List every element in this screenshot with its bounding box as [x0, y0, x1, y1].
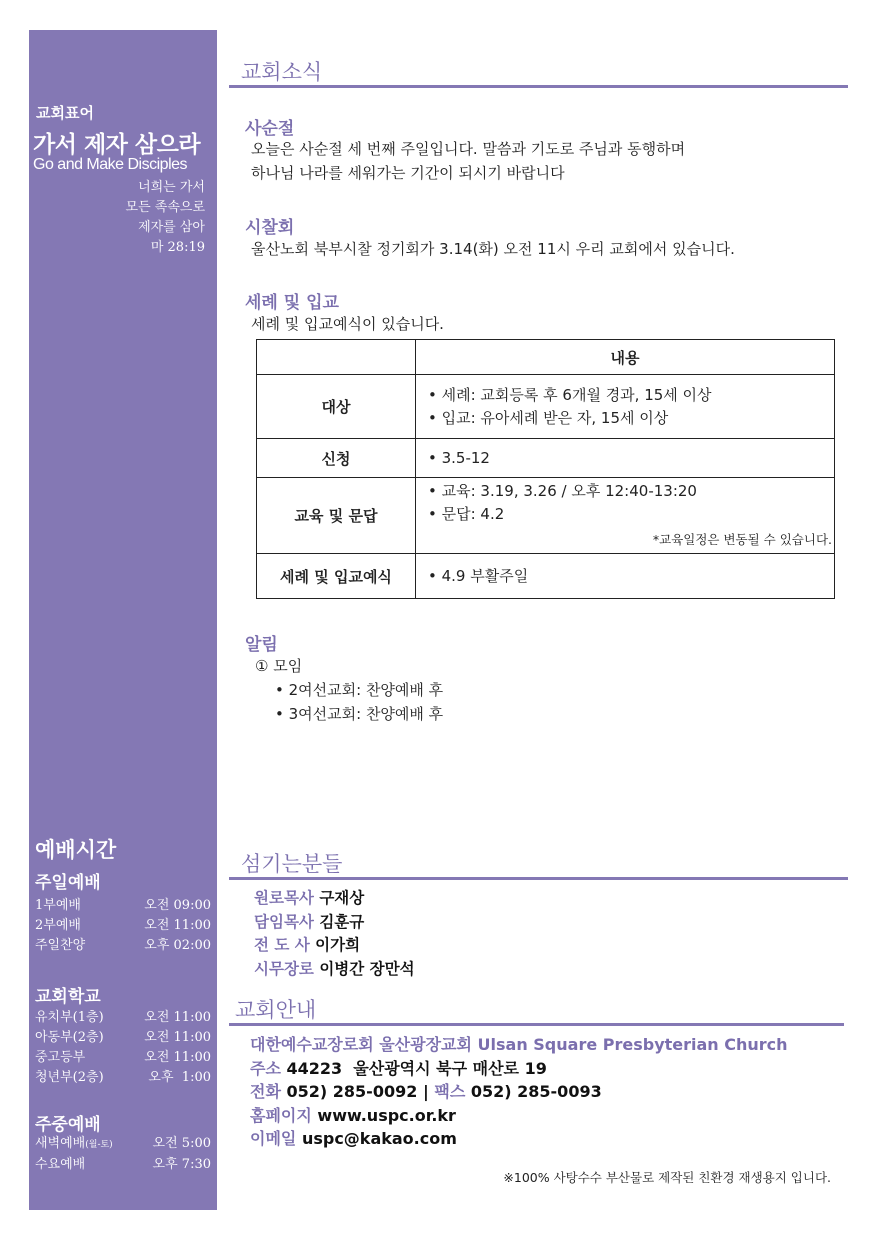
staff-role: 원로목사 [254, 889, 314, 907]
email-row [250, 1127, 788, 1151]
staff-role: 시무장로 [254, 959, 314, 978]
notice-title: 알림 [245, 635, 278, 655]
sunday-worship-title: 주일예배 [35, 873, 101, 893]
sunday-worship-list [35, 896, 211, 956]
section-divider [229, 85, 848, 88]
row-content [416, 554, 835, 599]
service-time: 오전 09:00 [144, 898, 211, 913]
church-school-list [35, 1008, 211, 1088]
service-time: 오전 11:00 [144, 918, 211, 933]
verse-line: 모든 족속으로 [125, 200, 205, 215]
staff-list [254, 887, 415, 981]
fax-value: 052) 285-0093 [470, 1082, 602, 1101]
schedule-row [35, 1048, 211, 1068]
service-time: 오후 1:00 [148, 1070, 211, 1085]
staff-name: 구재상 [319, 889, 365, 907]
table-row [257, 478, 835, 554]
service-name: 주일찬양 [35, 938, 86, 953]
service-name: 2부예배 [35, 918, 81, 933]
row-label: 교육 및 문답 [257, 478, 416, 554]
row-item: • 4.9 부활주일 [428, 566, 529, 585]
visit-meeting-text: 울산노회 북부시찰 정기회가 3.14(화) 오전 11시 우리 교회에서 있습니다. [251, 240, 735, 258]
service-time: 오전 11:00 [144, 1050, 211, 1065]
service-time: 오전 11:00 [144, 1010, 211, 1025]
service-time: 오후 7:30 [152, 1157, 211, 1172]
notice-bullet: • 3여선교회: 찬양예배 후 [275, 705, 444, 723]
row-label: 신청 [257, 439, 416, 478]
service-name [35, 1134, 113, 1155]
baptism-table [256, 339, 835, 599]
schedule-row [35, 896, 211, 916]
schedule-row [35, 1134, 211, 1155]
schedule-row [35, 1068, 211, 1088]
notice-bullet: • 2여선교회: 찬양예배 후 [275, 681, 444, 699]
service-name: 중고등부 [35, 1050, 86, 1065]
verse-line: 너희는 가서 [138, 180, 205, 195]
verse-reference: 마 28:19 [150, 240, 205, 255]
service-days: (월-토) [85, 1140, 113, 1150]
table-header-empty [257, 340, 416, 375]
phone-value: 052) 285-0092 [286, 1082, 418, 1101]
service-time: 오전 11:00 [144, 1030, 211, 1045]
motto-english: Go and Make Disciples [33, 156, 188, 173]
sidebar [29, 30, 217, 1210]
church-name: 대한예수교장로회 울산광장교회 Ulsan Square Presbyterian Church [250, 1035, 788, 1054]
service-name-text: 새벽예배 [35, 1136, 86, 1151]
staff-row [254, 911, 415, 935]
church-guide-title: 교회안내 [235, 998, 317, 1022]
row-item: • 세례: 교회등록 후 6개월 경과, 15세 이상 [428, 385, 712, 404]
schedule-row [35, 936, 211, 956]
homepage-row [250, 1104, 788, 1128]
section-divider [229, 877, 848, 880]
service-name: 1부예배 [35, 898, 81, 913]
notice-item: ① 모임 [255, 657, 303, 675]
staff-row [254, 887, 415, 911]
phone-label: 전화 [250, 1082, 281, 1101]
contact-row [250, 1080, 788, 1104]
worship-times-title: 예배시간 [35, 838, 117, 862]
staff-role: 담임목사 [254, 912, 314, 931]
service-name: 유치부(1층) [35, 1010, 104, 1025]
service-time: 오후 02:00 [144, 938, 211, 953]
row-label: 대상 [257, 375, 416, 439]
row-content [416, 375, 835, 439]
baptism-intro: 세례 및 입교예식이 있습니다. [251, 315, 444, 333]
church-news-title: 교회소식 [241, 60, 323, 84]
service-name: 아동부(2층) [35, 1030, 104, 1045]
weekday-worship-title: 주중예배 [35, 1115, 101, 1135]
church-school-title: 교회학교 [35, 987, 101, 1007]
schedule-note: *교육일정은 변동될 수 있습니다. [652, 532, 832, 547]
fax-label: 팩스 [434, 1082, 466, 1101]
staff-name: 김훈규 [319, 912, 365, 931]
row-item: • 문답: 4.2 [428, 505, 505, 523]
row-content [416, 439, 835, 478]
table-row [257, 375, 835, 439]
address-row [250, 1057, 788, 1081]
email-label: 이메일 [250, 1129, 297, 1148]
bible-verse [126, 178, 205, 258]
notice-list [255, 654, 443, 726]
row-item: • 교육: 3.19, 3.26 / 오후 12:40-13:20 [428, 482, 697, 500]
service-time: 오전 5:00 [152, 1136, 211, 1151]
schedule-row [35, 1008, 211, 1028]
row-label: 세례 및 입교예식 [257, 554, 416, 599]
weekday-worship-list [35, 1134, 211, 1175]
schedule-row [35, 1155, 211, 1175]
separator: | [422, 1082, 429, 1101]
row-item: • 3.5-12 [428, 448, 490, 467]
staff-row [254, 958, 415, 982]
verse-line: 제자를 삼아 [138, 220, 205, 235]
homepage-link[interactable]: www.uspc.or.kr [317, 1105, 456, 1125]
service-name: 청년부(2층) [35, 1070, 104, 1085]
row-content [416, 478, 835, 554]
motto-korean: 가서 제자 삼으라 [33, 132, 201, 158]
text-line: 오늘은 사순절 세 번째 주일입니다. 말씀과 기도로 주님과 동행하며 [251, 140, 686, 158]
email-link[interactable]: uspc@kakao.com [301, 1129, 457, 1148]
staff-row [254, 934, 415, 958]
baptism-title: 세례 및 입교 [245, 293, 339, 313]
address-value: 44223 울산광역시 북구 매산로 19 [286, 1058, 547, 1078]
address-label: 주소 [250, 1058, 281, 1078]
lent-title: 사순절 [245, 119, 295, 139]
staff-role: 전 도 사 [254, 936, 310, 954]
staff-title: 섬기는분들 [241, 852, 343, 876]
section-divider [229, 1023, 844, 1026]
table-header-row [257, 340, 835, 375]
table-row [257, 554, 835, 599]
table-row [257, 439, 835, 478]
recycled-paper-note: ※100% 사탕수수 부산물로 제작된 친환경 재생용지 입니다. [503, 1170, 831, 1185]
lent-text [251, 137, 685, 185]
text-line: 하나님 나라를 세워가는 기간이 되시기 바랍니다 [251, 164, 565, 182]
staff-name: 이병간 장만석 [319, 959, 415, 978]
motto-label: 교회표어 [36, 104, 94, 122]
schedule-row [35, 916, 211, 936]
schedule-row [35, 1028, 211, 1048]
row-item: • 입교: 유아세례 받은 자, 15세 이상 [428, 408, 669, 427]
church-guide [250, 1033, 788, 1151]
service-name: 수요예배 [35, 1157, 86, 1172]
homepage-label: 홈페이지 [250, 1105, 312, 1125]
table-header-content: 내용 [416, 340, 835, 375]
staff-name: 이가희 [315, 936, 361, 954]
visit-meeting-title: 시찰회 [245, 218, 295, 238]
